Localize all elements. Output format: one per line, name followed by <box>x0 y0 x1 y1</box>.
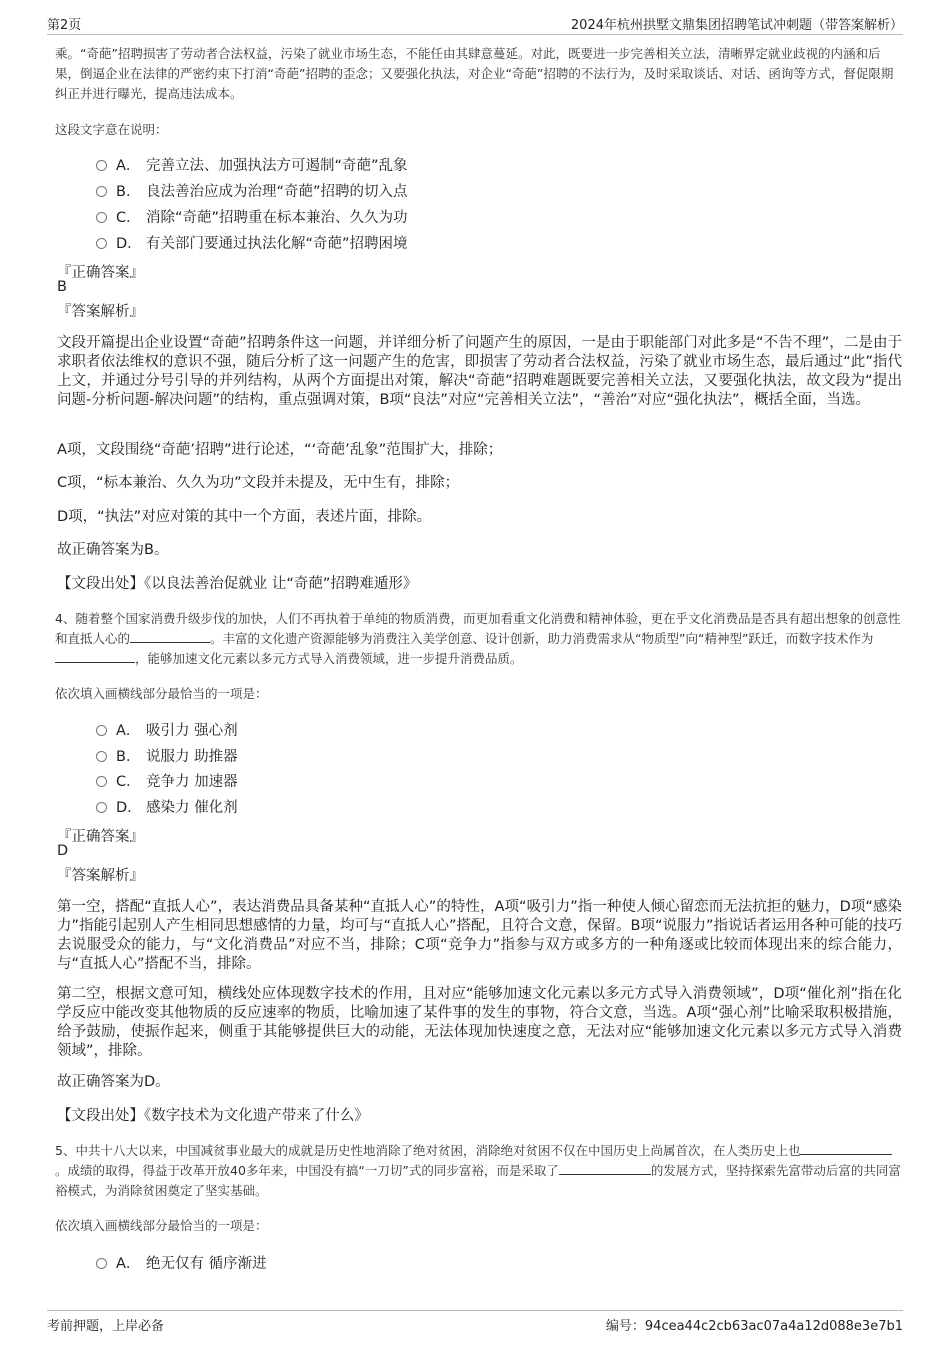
radio-icon[interactable] <box>96 802 107 813</box>
q4-option-d[interactable]: D． 感染力 催化剂 <box>96 796 238 817</box>
q3-answer: B <box>57 279 67 295</box>
page-header <box>47 12 903 35</box>
q4-option-a[interactable]: A． 吸引力 强心剂 <box>96 719 238 740</box>
q3-conclusion: 故正确答案为B。 <box>57 542 169 558</box>
q4-conclusion: 故正确答案为D。 <box>57 1074 170 1090</box>
q3-option-b[interactable]: B． 良法善治应成为治理“奇葩”招聘的切入点 <box>96 180 408 201</box>
radio-icon[interactable] <box>96 186 107 197</box>
blank-1 <box>130 630 210 643</box>
q4-source: 【文段出处】《数字技术为文化遗产带来了什么》 <box>57 1108 369 1124</box>
radio-icon[interactable] <box>96 725 107 736</box>
q4-answer: D <box>57 843 69 859</box>
q4-analysis-first: 第一空，搭配“直抵人心”，表达消费品具备某种“直抵人心”的特性，A项“吸引力”指一种使人倾心留恋而无法抗拒的魅力，D项“感染力”指能引起别人产生相同思想感情的力量，均可与“直抵人心”搭配，且符合文意，保留。B项“说服力”指说话者运用各种可能的技巧去说服受众的能力，与“文化消费品”对应不当，排除；C项“竞争力”指参与双方或多方的一种角逐或比较而体现出来的综合能力，与“直抵人心”搭配不当，排除。 <box>57 899 903 972</box>
page-footer <box>47 1310 903 1339</box>
radio-icon[interactable] <box>96 160 107 171</box>
page-number: 第2页 <box>47 18 82 33</box>
q4-analysis-second: 第二空，根据文意可知，横线处应体现数字技术的作用，且对应“能够加速文化元素以多元方式导入消费领域”，D项“催化剂”指在化学反应中能改变其他物质的反应速率的物质，比喻加速了某件事的发生的事物，符合文意，当选。A项“强心剂”比喻采取积极措施，给予鼓励，使振作起来，侧重于其能够提供巨大的动能，无法体现加快速度之意，无法对应“能够加速文化元素以多元方式导入消费领域”，排除。 <box>57 986 902 1059</box>
q4-stem: 4、随着整个国家消费升级步伐的加快，人们不再执着于单纯的物质消费，而更加看重文化消费和精神体验，更在乎文化消费品是否具有超出想象的创意性和直抵人心的 。丰富的文化遗产资源能够为消费注入美学创意、设计创新，助力消费需求从“物质型”向“精神型”跃迁，而数字技术作为，能够加速文化元素以多元方式导入消费领域，进一步提升消费品质。 <box>55 611 901 666</box>
document-code: 编号：94cea44c2cb63ac07a4a12d088e3e7b1 <box>605 1319 903 1334</box>
q3-analysis-label: 『答案解析』 <box>57 304 144 320</box>
radio-icon[interactable] <box>96 1258 107 1269</box>
document-title: 2024年杭州拱墅文鼎集团招聘笔试冲刺题（带答案解析） <box>570 18 903 33</box>
q3-prompt: 这段文字意在说明： <box>55 122 168 137</box>
q3-option-c[interactable]: C． 消除“奇葩”招聘重在标本兼治、久久为功 <box>96 206 408 227</box>
q4-answer-label: 『正确答案』 <box>57 829 144 845</box>
radio-icon[interactable] <box>96 212 107 223</box>
blank-2 <box>559 1162 651 1175</box>
radio-icon[interactable] <box>96 776 107 787</box>
q3-option-d[interactable]: D． 有关部门要通过执法化解“奇葩”招聘困境 <box>96 232 408 253</box>
blank-2 <box>55 650 135 663</box>
q4-analysis-label: 『答案解析』 <box>57 868 144 884</box>
q3-analysis-c: C项，“标本兼治、久久为功”文段并未提及，无中生有，排除； <box>57 475 460 491</box>
q5-option-a[interactable]: A． 绝无仅有 循序渐进 <box>96 1252 267 1273</box>
q3-source: 【文段出处】《以良法善治促就业 让“奇葩”招聘难遁形》 <box>57 576 418 592</box>
q4-option-b[interactable]: B． 说服力 助推器 <box>96 745 238 766</box>
q3-passage-tail: 乘。“奇葩”招聘损害了劳动者合法权益，污染了就业市场生态，不能任由其肆意蔓延。对此，既要进一步完善相关立法，清晰界定就业歧视的内涵和后果，倒逼企业在法律的严密约束下打消“奇葩”招聘的歪念；又要强化执法，对企业“奇葩”招聘的不法行为，及时采取谈话、对话、函询等方式，督促限期纠正并进行曝光，提高违法成本。 <box>55 46 894 101</box>
q5-stem: 5、中共十八大以来，中国减贫事业最大的成就是历史性地消除了绝对贫困，消除绝对贫困不仅在中国历史上尚属首次，在人类历史上也。成绩的取得，得益于改革开放40多年来，中国没有搞“一刀切”式的同步富裕，而是采取了 的发展方式，坚持探索先富带动后富的共同富裕模式，为消除贫困奠定了坚实基础。 <box>55 1143 901 1198</box>
radio-icon[interactable] <box>96 751 107 762</box>
q4-prompt: 依次填入画横线部分最恰当的一项是： <box>55 686 268 701</box>
q3-analysis-a: A项，文段围绕“奇葩’招聘”进行论述，“‘奇葩’乱象”范围扩大，排除； <box>57 442 503 458</box>
blank-1 <box>800 1142 892 1155</box>
radio-icon[interactable] <box>96 238 107 249</box>
footer-slogan: 考前押题，上岸必备 <box>47 1319 165 1334</box>
q3-answer-label: 『正确答案』 <box>57 265 144 281</box>
q5-prompt: 依次填入画横线部分最恰当的一项是： <box>55 1218 268 1233</box>
q4-option-c[interactable]: C． 竞争力 加速器 <box>96 770 238 791</box>
q3-analysis-main: 文段开篇提出企业设置“奇葩”招聘条件这一问题，并详细分析了问题产生的原因，一是由于职能部门对此多是“不告不理”，二是由于求职者依法维权的意识不强，随后分析了这一问题产生的危害，即损害了劳动者合法权益，污染了就业市场生态，最后通过“此”指代上文，并通过分号引导的并列结构，从两个方面提出对策，解决“奇葩”招聘难题既要完善相关立法，又要强化执法，故文段为“提出问题-分析问题-解决问题”的结构，重点强调对策，B项“良法”对应“完善相关立法”，“善治”对应“强化执法”，概括全面，当选。 <box>57 335 902 408</box>
q3-analysis-d: D项，“执法”对应对策的其中一个方面，表述片面，排除。 <box>57 509 432 525</box>
q3-option-a[interactable]: A． 完善立法、加强执法方可遏制“奇葩”乱象 <box>96 154 408 175</box>
